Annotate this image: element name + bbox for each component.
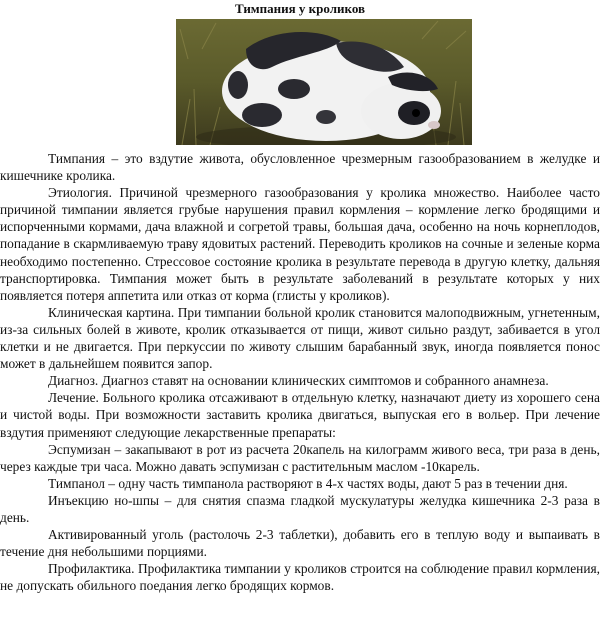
article-title: Тимпания у кроликов xyxy=(234,1,366,16)
rabbit-photo-icon xyxy=(176,19,472,145)
paragraph-treatment: Лечение. Больного кролика отсаживают в отдельную клетку, назначают диету из хорошего сена и чистой воды. При возможности заставить кролика двигаться, выпуская его в вольер. При лечение вздутия применяют следующие лекарственные препараты: xyxy=(0,390,600,440)
paragraph-clinical-picture: Клиническая картина. При тимпании больной кролик становится малоподвижным, угнетенным, из-за сильных болей в животе, кролик отказывается от пищи, живот сильно раздут, забивается в угол клетки и не двигается. При перкуссии по животу слышим барабанный звук, иногда появляется понос может в дальнейшем появится запор. xyxy=(0,304,600,372)
paragraph-activated-charcoal: Активированный уголь (растолочь 2-3 таблетки), добавить его в теплую воду и выпаивать в течение дня небольшими порциями. xyxy=(0,527,600,560)
article-body xyxy=(0,150,600,594)
paragraph-diagnosis: Диагноз. Диагноз ставят на основании клинических симптомов и собранного анамнеза. xyxy=(48,373,549,389)
paragraph-espumizan: Эспумизан – закапывают в рот из расчета 20капель на килограмм живого веса, три раза в день, через каждые три часа. Можно давать эспумизан с растительным маслом -10карель. xyxy=(0,441,600,474)
paragraph-no-shpa: Инъекцию но-шпы – для снятия спазма гладкой мускулатуры желудка кишечника 2-3 раза в день. xyxy=(0,492,600,525)
paragraph-prevention: Профилактика. Профилактика тимпании у кроликов строится на соблюдение правил кормления, не допускать обильного поедания легко бродящих кормов. xyxy=(0,561,600,594)
paragraph-intro: Тимпания – это вздутие живота, обусловленное чрезмерным газообразованием в желудке и кишечнике кролика. xyxy=(0,151,600,184)
paragraph-etiology: Этиология. Причиной чрезмерного газообразования у кролика множество. Наиболее часто причиной тимпании является грубые нарушения правил кормления – кормление легко бродящими и испорченными кормами, дача влажной и согретой травы, большая дача, особенно на ночь корнеплодов, попадание в скармливаемую траву ядовитых растений. Переводить кроликов на сочные и зеленые корма необходимо постепенно. Стрессовое состояние кролика в результате перевода в другую клетку, дальняя транспортировка. Тимпания может быть в результате заболеваний в результате которых у них появляется потеря аппетита или отказ от корма (глисты у кроликов). xyxy=(0,185,600,303)
paragraph-timpanol: Тимпанол – одну часть тимпанола растворяют в 4-х частях воды, дают 5 раз в течении дня. xyxy=(48,475,568,491)
